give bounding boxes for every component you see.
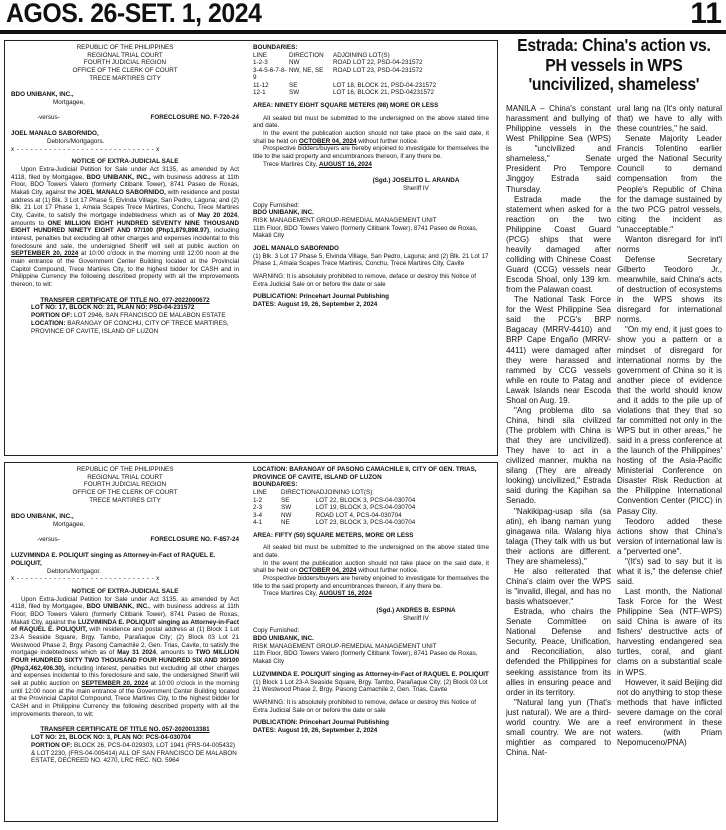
value: BARANGAY OF PASONG CAMACHILE II, CITY OF GEN. TRIAS, PROVINCE OF CAVITE, ISLAND OF LUZON	[253, 466, 477, 481]
article-paragraph: Estrada made the statement when asked for a reaction on the two Philippine Coast Guard (PCG) ships that were heavily damaged after colliding with Chinese Coast Guard (CCG) vessels near Escoda Shoal, only 139 km. from the Palawan coast.	[506, 194, 611, 295]
table-header-row	[253, 489, 489, 497]
court-header-line: REPUBLIC OF THE PHILIPPINES	[76, 44, 174, 51]
table-cell: LOT 19, BLOCK 3, PCS-04-030704	[315, 504, 416, 512]
value: BLOCK 26, PCS-04-029303, LOT 1941 (FRS-04-005432) & LOT 2230, (FRS-04-005414) ALL OF SAN FRANCISCO DE MALABON ESTATE, DECREED NO. 4270, LRC REC. NO. 5964	[31, 741, 237, 765]
article-paragraph: "Natural lang yun (That's just natural). We are a third-world country. We are a small country. We are not mightier as compared to China. Nat-	[506, 697, 611, 757]
warning: WARNING: It is absolutely prohibited to remove, deface or destroy this Notice of Extra Judicial Sale on or before the date or sale	[253, 698, 477, 714]
table-row	[253, 504, 489, 512]
body-bold: TWO MILLION FOUR HUNDRED SIXTY TWO THOUSAND FOUR HUNDRED SIX AND 30/100 (Php3,462,406.30),	[11, 649, 239, 672]
postpone-date: OCTOBER 04, 2024	[298, 567, 357, 575]
table-cell: NW, NE, SE	[289, 66, 324, 74]
date: AUGUST 16, 2024	[318, 590, 372, 598]
article-paragraph: Defense Secretary Gilberto Teodoro Jr., meanwhile, said China's acts of destruction of ecosystems in the WPS shows its disregard for international norms.	[617, 254, 722, 325]
body-bold: LUZVIMINDA E. POLIQUIT singing as Attorney-in-Fact of RAQUEL E. POLIQUIT,	[11, 618, 239, 634]
table-cell: SW	[289, 89, 300, 97]
notice-title: NOTICE OF EXTRA-JUDICIAL SALE	[71, 588, 179, 596]
masthead-rule	[0, 30, 726, 34]
text: Trece Martires City,	[263, 160, 319, 168]
debtor-role: Debtors/Mortgagors.	[47, 138, 105, 146]
table-cell: 11-12	[253, 81, 269, 89]
page-number: 11	[690, 0, 722, 30]
table-cell: 1-2	[253, 496, 263, 504]
label: PORTION OF:	[31, 312, 73, 320]
text: In the event the publication auction should not take place on the said date, it shall be held on	[253, 559, 489, 575]
court-header	[11, 466, 239, 504]
article-paragraph: The National Task Force for the West Philippine Sea said the PCG's BRP Bagacay (MRRV-4410) and BRP Cape Engaño (MRRV-4411) were damaged after they were harassed and rammed by CCG vessels while en route to Patag and Lawak Islands near Escoda Shoal on Aug. 19.	[506, 295, 611, 405]
table-header-row	[253, 52, 489, 60]
body-text: , including interest, penalties but excluding all other charges and expenses incidental to this foreclosure and sale, the undersigned Sheriff will sell at public auction on	[11, 227, 239, 250]
table-cell: SW	[281, 504, 292, 512]
copy-group: RISK MANAGEMENT GROUP-REMEDIAL MANAGEMENT UNIT	[253, 217, 437, 225]
article-paragraph: "Nakikipag-usap sila (sa atin), eh ibang naman yung ginagawa nila. Walang hiya talaga (They talk with us but their actions are different. They are shameless),"	[506, 506, 611, 566]
table-cell: ROAD LOT 23, PSD-04-231572	[333, 66, 423, 74]
copy-group: RISK MANAGEMENT GROUP-REMEDIAL MANAGEMENT UNIT	[253, 642, 437, 650]
para-bid: All sealed bid must be submitted to the undersigned on the above stated time and date.	[253, 544, 489, 560]
body-text: at 10:00 o'clock in the morning until 12:00 noon at the main entrance of the Government Center Building located at the Provincial Capitol Compound, Trece Martires City, to the highest bidder for CASH and in Philippine Currency the following described property with all the improvements thereon, to wit:	[11, 250, 239, 289]
area: AREA: FIFTY (50) SQUARE METERS, MORE OR LESS	[253, 531, 414, 539]
body-text: at 10:00 o'clock in the morning until 12:00 noon at the main entrance of the Government Center Building located at the Provincial Capitol Compound, Trece Martires City, to the highest bidder for CASH and in Philippine Currency the following described property with all the improvements thereon, to wit:	[11, 680, 239, 718]
table-header-cell: DIRECTION	[289, 51, 324, 59]
table-header-cell: LINE	[253, 51, 267, 59]
court-header-line: REGIONAL TRIAL COURT	[87, 473, 163, 481]
text: Trece Martires City,	[263, 590, 319, 598]
body-bold: JOEL MANALO SABORNIDO,	[78, 189, 166, 197]
notice-left-column	[11, 44, 239, 335]
boundaries-title: BOUNDARIES:	[253, 44, 298, 51]
article-paragraph: However, it said Beijing did not do anything to stop these methods that have inflicted severe damage on the coral reef environment in these waters. (with Priam Nepomuceno/PNA)	[617, 677, 722, 747]
court-header-line: OFFICE OF THE CLERK OF COURT	[72, 489, 178, 497]
table-cell: SE	[281, 496, 290, 504]
notice-right-column	[253, 44, 489, 309]
para-postpone	[253, 130, 489, 145]
table-cell: SE	[289, 81, 298, 89]
article-paragraph: Last month, the National Task Force for the West Philippine Sea (NTF-WPS) said China is aware of its fishers' destructive acts of harvesting endangered sea turtles, coral, and giant clams on a substantial scale in WPS.	[617, 587, 722, 677]
body-bold: May 20 2024	[197, 212, 238, 220]
notice-left-column	[11, 466, 239, 765]
copy-address: 11th Floor, BDO Towers Valero (formerly Citibank Tower), 8741 Paseo de Roxas, Makati City	[253, 224, 478, 240]
table-row	[253, 512, 489, 520]
copy-debtor: LUZVIMINDA E. POLIQUIT singing as Attorney-in-Fact of RAQUEL E. POLIQUIT	[253, 670, 489, 678]
table-cell: 3-4-5-6-7-8-9	[253, 66, 287, 82]
court-header-line: REPUBLIC OF THE PHILIPPINES	[76, 466, 174, 473]
table-header-cell: ADJOINING LOT(S)	[315, 489, 373, 497]
article-paragraph: Estrada, who chairs the Senate Committee on National Defense and Security, Peace, Unification, and Reconciliation, also defended the Philippines for seeking assistance from its allies in ensuring peace and order in its territory.	[506, 607, 611, 697]
text: without further notice.	[356, 137, 419, 145]
mortgagee-role: Mortgagee,	[53, 521, 85, 529]
court-header-line: TRECE MARTIRES CITY	[89, 496, 161, 504]
sheriff-title: Sheriff IV	[403, 185, 429, 192]
value: LOT 2946, SAN FRANCISCO DE MALABON ESTATE	[74, 312, 226, 320]
tct-title: TRANSFER CERTIFICATE OF TITLE NO. 057-2020013381	[40, 726, 210, 734]
table-cell: ROAD LOT 22, PSD-04-231572	[333, 59, 423, 67]
copy-debtor-address: (1) Block 1 Lot 23-A Seaside Square, Brgy. Tambo, Parañaque City; (2) Block 03 Lot 21 Westwood Phase 2, Brgy. Pasong Camachile 2, Gen. Trias, Cavite	[253, 678, 488, 694]
article-paragraph: "(It's) sad to say but it is what it is," the defense chief said.	[617, 556, 722, 586]
body-bold: May 31 2024	[117, 649, 157, 657]
case-number: FORECLOSURE NO. F-720-24	[150, 113, 239, 121]
case-number: FORECLOSURE NO. F-857-24	[150, 535, 239, 543]
article-column-1	[506, 104, 611, 758]
warning: WARNING: It is absolutely prohibited to remove, deface or destroy this Notice of Extra Judicial Sale on or before the date or sale	[253, 273, 477, 288]
body-text: with residence and postal address at (1) Block 1 Lot 23-A Seaside Square, Brgy. Tambo, Parañaque City; (2) Block 03 Lot 21 Westwood Phase 2, Brgy. Pasong Camachile 2, Gen. Trias, Cavite, to satisfy the mortgage indebtedness which as of	[11, 626, 240, 657]
place-date	[253, 161, 489, 169]
postpone-date: OCTOBER 04, 2024	[298, 137, 357, 145]
table-cell: 12-1	[253, 89, 266, 97]
article-paragraph: "On my end, it just goes to show you a pattern or a mindset of disregard for international norms by the government of China so it is another piece of evidence that the world should know and it adds to the pile up of violations that they that so far committed not only in the WPS but in other areas," he said in a press conference at the launch of the Philippines' hosting of the Asia-Pacific Ministerial Conference on Disaster Risk Reduction at the Philippine International Convention Center (PICC) in Pasay City.	[617, 325, 722, 516]
tct-location	[11, 320, 239, 335]
table-row	[253, 497, 489, 505]
table-row	[253, 89, 489, 97]
label: PORTION OF:	[31, 741, 73, 749]
article-paragraph: ural lang na (It's only natural that) we have to ally with these countries," he said.	[617, 104, 722, 134]
article-paragraph	[506, 104, 611, 195]
body-text: Upon Extra-Judicial Petition for Sale under Act 3135, as amended by Act 4118, filed by Mortgagee,	[11, 166, 239, 181]
masthead	[0, 0, 726, 30]
publication: PUBLICATION: Princehart Journal Publishing	[253, 293, 389, 301]
tct-portion	[11, 312, 239, 320]
court-header-line: OFFICE OF THE CLERK OF COURT	[72, 67, 178, 75]
body-text: including interest, penalties but excluding all other charges and expenses incidental to this foreclosure and sale, the undersigned Sheriff will sell at public auction on	[11, 664, 239, 688]
table-cell: ROAD LOT 4, PCS-04-030704	[315, 511, 402, 519]
copy-address: 11th Floor, BDO Towers Valero (formerly Citibank Tower), 8741 Paseo de Roxas, Makati City	[253, 650, 478, 666]
table-header-cell: ADJOINING LOT(S)	[333, 51, 390, 59]
area: AREA: NINETY EIGHT SQUARE METERS (98) MORE OR LESS	[253, 101, 439, 109]
article-paragraph: He also reiterated that China's claim over the WPS is "invalid, illegal, and has no basis whatsoever."	[506, 566, 611, 607]
table-cell: 4-1	[253, 519, 263, 527]
table-cell: 3-4	[253, 511, 263, 519]
table-cell: 2-3	[253, 504, 263, 512]
news-article	[506, 36, 722, 826]
boundaries-title: BOUNDARIES:	[253, 481, 298, 489]
table-header-cell: LINE	[253, 489, 267, 497]
tct-portion	[11, 742, 239, 765]
paragraph-text: MANILA – China's constant harassment and bullying of Philippine vessels in the West Philippine Sea (WPS) is "uncivilized and shameless," Senate President Pro Tempore Jinggoy Estrada said Thursday.	[506, 104, 611, 194]
date: AUGUST 16, 2024	[318, 160, 372, 168]
sheriff-signature: (Sgd.) ANDRES B. ESPINA	[376, 607, 456, 615]
text: In the event the publication auction should not take place on the said date, it shall be held on	[253, 129, 489, 145]
debtor-name: JOEL MANALO SABORNIDO,	[11, 130, 99, 138]
publication-dates: DATES: August 19, 26, September 2, 2024	[253, 301, 378, 309]
article-columns	[506, 104, 722, 758]
para-investigate: Prospective bidders/buyers are hereby enjoined to investigate for themselves the title to the said property and encumbrances thereon, if any there be.	[253, 145, 489, 160]
copy-bank: BDO UNIBANK, INC.	[253, 635, 314, 643]
body-bold: SEPTEMBER 20, 2024	[81, 680, 149, 688]
mortgagee-role: Mortgagee,	[53, 99, 85, 107]
table-cell: LOT 18, BLOCK 21, PSD-04-231572	[333, 81, 437, 89]
value: BARANGAY OF CONCHU, CITY OF TRECE MARTIRES, PROVINCE OF CAVITE, ISLAND OF LUZON	[31, 319, 229, 335]
notice-right-column	[253, 466, 489, 735]
court-header-line: REGIONAL TRIAL COURT	[87, 51, 163, 59]
boundaries-table	[253, 52, 489, 97]
table-cell: LOT 22, BLOCK 3, PCS-04-030704	[315, 496, 416, 504]
table-header-cell: DIRECTION	[281, 489, 316, 497]
court-header	[11, 44, 239, 82]
para-investigate: Prospective bidders/buyers are hereby enjoined to investigate for themselves the title to the said property and encumbrances thereon, if any there be.	[253, 575, 489, 590]
legal-notice-f857	[4, 462, 498, 822]
mortgagee-name: BDO UNIBANK, INC.,	[11, 513, 74, 521]
body-text: , amounts to	[11, 212, 240, 227]
table-row	[253, 82, 489, 90]
article-paragraph: Teodoro added these actions show that China's version of international law is a "perverted one".	[617, 516, 722, 556]
boundaries-table	[253, 489, 489, 527]
publication: PUBLICATION: Princehart Journal Publishing	[253, 719, 389, 727]
sheriff-signature: (Sgd.) JOSELITO L. ARANDA	[372, 177, 460, 185]
body-bold: BDO UNIBANK, INC.	[86, 603, 150, 611]
court-header-line: TRECE MARTIRES CITY	[89, 74, 161, 82]
location	[253, 466, 489, 481]
article-headline: Estrada: China's action vs. PH vessels in WPS 'uncivilized, shameless'	[517, 36, 711, 95]
article-subhead: Wanton disregard for int'l norms	[617, 234, 722, 254]
court-header-line: FOURTH JUDICIAL REGION	[83, 481, 167, 489]
versus-text: -versus-	[37, 113, 60, 121]
sheriff-title: Sheriff IV	[403, 614, 429, 622]
body-text: , with business address at 11th Floor, BDO Towers Valero (formerly Citibank Tower), 8741 Paseo de Roxas, Makati City, against the	[11, 603, 239, 626]
body-bold: ONE MILLION EIGHT HUNDRED SEVENTY NINE THOUSAND EIGHT HUNDRED NINETY EIGHT AND 97/100 (Php1,879,898.97)	[11, 219, 239, 235]
para-bid: All sealed bid must be submitted to the undersigned on the above stated time and date.	[253, 114, 489, 130]
copy-debtor-address: (1) Blk. 3 Lot 17 Phase 5, Elvinda Village, San Pedro, Laguna; and (2) Blk. 21 Lot 17 Phase 1, Amaia Scapes Trece Martires, Conchu, Trece Martires City, Cavite	[253, 252, 489, 268]
article-paragraph: Senate Majority Leader Francis Tolentino earlier urged the National Security Council to demand compensation from the People's Republic of China for the damage sustained by the two PCG patrol vessels, citing the incident as "unacceptable."	[617, 134, 722, 234]
case-line	[11, 536, 239, 544]
body-text: , amounts to	[156, 649, 196, 657]
label: LOCATION:	[253, 466, 288, 473]
table-cell: NW	[281, 511, 292, 519]
legal-notice-f720	[4, 40, 498, 456]
label: LOCATION:	[31, 319, 66, 327]
body-bold: BDO UNIBANK, INC.,	[86, 173, 151, 181]
court-header-line: FOURTH JUDICIAL REGION	[83, 59, 167, 67]
body-text: Upon Extra-Judicial Petition for Sale under Act 3135, as amended by Act 4118, filed by Mortgagee,	[11, 595, 239, 611]
copy-label: Copy Furnished:	[253, 201, 300, 209]
versus-text: -versus-	[37, 535, 60, 543]
table-row	[253, 519, 489, 527]
text: without further notice.	[356, 567, 419, 575]
table-cell: NW	[289, 59, 300, 67]
article-column-2	[617, 104, 722, 758]
tct-lot: LOT NO: 21, BLOCK NO: 3, PLAN NO: PCS-04-030704	[31, 734, 191, 742]
copy-bank: BDO UNIBANK, INC.	[253, 209, 314, 217]
para-postpone	[253, 560, 489, 575]
separator: x - - - - - - - - - - - - - - - - - - - - - - - - - - - - - - x	[11, 575, 160, 583]
debtor-role: Debtors/Mortgagor.	[47, 567, 101, 575]
body-text: with business address at 11th Floor, BDO Towers Valero (formerly Citibank Tower), 8741 Paseo de Roxas, Makati City, against the	[11, 173, 239, 197]
table-row	[253, 67, 489, 82]
case-line	[11, 114, 239, 122]
debtor-name: LUZVIMINDA E. POLIQUIT singing as Attorney-in-Fact of RAQUEL E. POLIQUIT,	[11, 552, 216, 568]
mortgagee-name: BDO UNIBANK, INC.,	[11, 91, 74, 99]
table-cell: LOT 16, BLOCK 21, PSD-04231572	[333, 89, 435, 97]
tct-title: TRANSFER CERTIFICATE OF TITLE NO. 077-2022000672	[40, 296, 210, 304]
body-bold: SEPTEMBER 20, 2024	[11, 250, 79, 258]
table-cell: NE	[281, 519, 290, 527]
publication-dates: DATES: August 19, 26, September 2, 2024	[253, 726, 378, 734]
issue-date: AGOS. 26-SET. 1, 2024	[6, 0, 262, 28]
table-cell: 1-2-3	[253, 59, 268, 67]
article-paragraph: "Ang problema dito sa China, hindi sila civilized (The problem with China is that they are uncivilized). They have to act in a civilized manner, mukha na silang (They are already looking) uncivilized," Estrada said during the Kapihan sa Senado.	[506, 405, 611, 506]
copy-debtor: JOEL MANALO SABORNIDO	[253, 245, 339, 253]
copy-label: Copy Furnished:	[253, 627, 300, 635]
separator: x - - - - - - - - - - - - - - - - - - - - - - - - - - - - - - x	[11, 145, 160, 153]
notice-title: NOTICE OF EXTRA-JUDICIAL SALE	[71, 158, 179, 166]
notice-body	[11, 166, 239, 289]
table-cell: LOT 23, BLOCK 3, PCS-04-030704	[315, 519, 416, 527]
place-date	[253, 590, 489, 598]
table-row	[253, 59, 489, 67]
notice-body	[11, 596, 239, 719]
body-text: with residence and postal address at (1) Blk. 3 Lot 17 Phase 5, Elvinda Village, San Pedro, Laguna; and (2) Blk. 21 Lot 17 Phase 1, Amaia Scapes Trece Martires, Conchu, Trece Martires City, Cavite, to satisfy the mortgage indebtedness which as of	[11, 189, 239, 220]
tct-lot: LOT NO: 17, BLOCK NO: 21, PLAN NO: PSD-04-231572	[31, 304, 195, 312]
